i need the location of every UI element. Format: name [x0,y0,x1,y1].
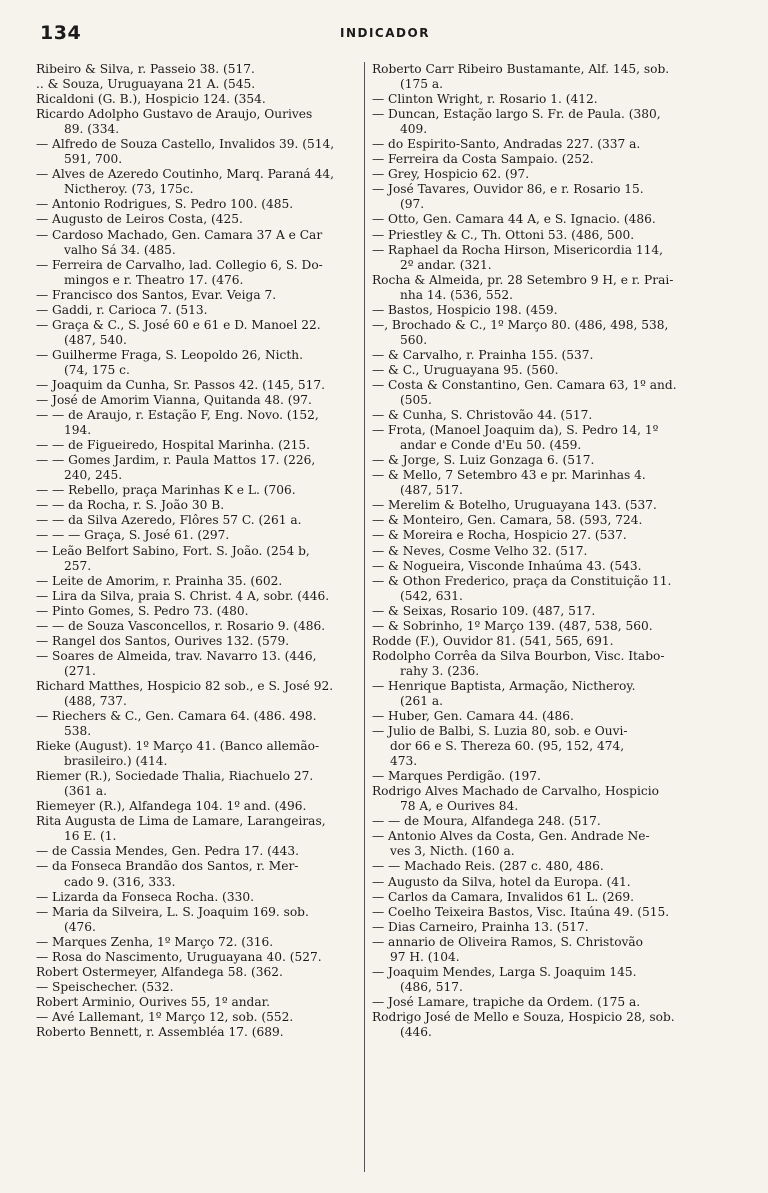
directory-entry-line: — Speischecher. (532. [36,979,174,994]
directory-entry-line: Ribeiro & Silva, r. Passeio 38. (517. [36,62,255,76]
directory-entry-line: — — de Souza Vasconcellos, r. Rosario 9. (486. [36,618,326,633]
directory-entry-line: — & Cunha, S. Christovão 44. (517. [372,408,593,423]
directory-entry-line: — Avé Lallemant, 1º Março 12, sob. (552. [36,1009,294,1024]
directory-entry-line: Rodrigo Alves Machado de Carvalho, Hospicio [372,784,659,799]
directory-entry-line: Rodrigo José de Mello e Souza, Hospicio 28, sob. [372,1009,675,1024]
directory-entry-line: 538. [64,724,92,739]
directory-entry-line: — & Seixas, Rosario 109. (487, 517. [372,603,596,618]
page-number: 134 [40,22,82,44]
directory-entry-line: — Julio de Balbi, S. Luzia 80, sob. e Ouvi- [372,724,628,739]
directory-entry-line: — Rangel dos Santos, Ourives 132. (579. [36,633,290,648]
directory-entry-line: valho Sá 34. (485. [64,242,176,257]
directory-entry-line: brasileiro.) (414. [64,754,168,769]
directory-entry-line: — Marques Zenha, 1º Março 72. (316. [36,934,274,949]
directory-entry-line: — Lira da Silva, praia S. Christ. 4 A, sobr. (446. [36,588,330,603]
directory-entry-line: 2º andar. (321. [400,257,492,272]
directory-entry-line: — Merelim & Botelho, Uruguayana 143. (537. [372,498,657,513]
directory-entry-line: — & C., Uruguayana 95. (560. [372,362,559,377]
directory-entry-line: — — Machado Reis. (287 c. 480, 486. [372,859,604,874]
directory-entry-line: — Frota, (Manoel Joaquim da), S. Pedro 14, 1º [372,423,659,438]
directory-entry-line: — annario de Oliveira Ramos, S. Christovão [372,934,644,949]
directory-entry-line: 560. [400,332,428,347]
directory-entry-line: — Augusto da Silva, hotel da Europa. (41. [372,874,631,889]
directory-entry-line: 257. [64,558,92,573]
directory-entry-line: (487, 540. [64,332,127,347]
directory-entry-line: — — de Figueiredo, Hospital Marinha. (215. [36,438,310,453]
directory-entry-line: — — Gomes Jardim, r. Paula Mattos 17. (226, [36,453,316,468]
directory-entry-line: — & Neves, Cosme Velho 32. (517. [372,543,588,558]
directory-entry-line: — Riechers & C., Gen. Camara 64. (486. 498. [36,709,317,724]
directory-entry-line: — — — Graça, S. José 61. (297. [36,528,230,543]
directory-entry-line: (271. [64,663,96,678]
directory-entry-line: — Grey, Hospicio 62. (97. [372,167,530,182]
directory-entry-line: — José de Amorim Vianna, Quitanda 48. (97. [36,393,312,408]
directory-entry-line: Roberto Carr Ribeiro Bustamante, Alf. 145, sob. [372,62,670,76]
directory-entry-line: 591, 700. [64,152,123,167]
directory-entry-line: Rodolpho Corrêa da Silva Bourbon, Visc. Itabo- [372,648,665,663]
directory-entry-line: — Carlos da Camara, Invalidos 61 L. (269. [372,889,635,904]
directory-entry-line: Riemeyer (R.), Alfandega 104. 1º and. (496. [36,799,307,814]
directory-entry-line: rahy 3. (236. [400,663,480,678]
directory-entry-line: Rita Augusta de Lima de Lamare, Larangeiras, [36,814,326,829]
directory-entry-line: 89. (334. [64,122,120,137]
directory-entry-line: ves 3, Nicth. (160 a. [390,844,515,859]
directory-entry-line: — Soares de Almeida, trav. Navarro 13. (446, [36,648,317,663]
directory-entry-line: cado 9. (316, 333. [64,874,176,889]
directory-entry-line: — Marques Perdigão. (197. [372,769,541,784]
directory-entry-line: — Maria da Silveira, L. S. Joaquim 169. sob. [36,904,309,919]
directory-entry-line: (361 a. [64,784,108,799]
directory-entry-line: — da Fonseca Brandão dos Santos, r. Mer- [36,859,299,874]
directory-entry-line: Robert Ostermeyer, Alfandega 58. (362. [36,964,283,979]
directory-entry-line: — Leão Belfort Sabino, Fort. S. João. (254 b, [36,543,310,558]
directory-entry-line: — Dias Carneiro, Prainha 13. (517. [372,919,589,934]
directory-entry-line: Riemer (R.), Sociedade Thalia, Riachuelo 27. [36,769,314,784]
running-title: INDICADOR [340,26,430,40]
directory-entry-line: — Ferreira da Costa Sampaio. (252. [372,152,594,167]
directory-entry-line: 409. [400,122,428,137]
directory-entry-line: Rieke (August). 1º Março 41. (Banco allemão- [36,739,320,754]
directory-entry-line: — Priestley & C., Th. Ottoni 53. (486, 500. [372,227,635,242]
directory-entry-line: — Henrique Baptista, Armação, Nictheroy. [372,678,636,693]
directory-entry-line: 16 E. (1. [64,829,117,844]
directory-entry-line: — Graça & C., S. José 60 e 61 e D. Manoel 22. [36,317,321,332]
directory-entry-line: (505. [400,393,432,408]
directory-entry-line: — & Othon Frederico, praça da Constituição 11. [372,573,672,588]
directory-entry-line: — Antonio Alves da Costa, Gen. Andrade Ne- [372,829,650,844]
directory-entry-line: — Rosa do Nascimento, Uruguayana 40. (527. [36,949,322,964]
directory-entry-line: Rodde (F.), Ouvidor 81. (541, 565, 691. [372,633,614,648]
directory-entry-line: Roberto Bennett, r. Assembléa 17. (689. [36,1025,284,1039]
directory-entry-line: — Huber, Gen. Camara 44. (486. [372,709,574,724]
directory-entry-line: nha 14. (536, 552. [400,287,513,302]
directory-entry-line: mingos e r. Theatro 17. (476. [64,272,244,287]
directory-entry-line: Ricaldoni (G. B.), Hospicio 124. (354. [36,92,266,107]
directory-entry-line: — José Lamare, trapiche da Ordem. (175 a. [372,994,641,1009]
directory-entry-line: — Clinton Wright, r. Rosario 1. (412. [372,92,598,107]
directory-entry-line: — & Moreira e Rocha, Hospicio 27. (537. [372,528,627,543]
directory-entry-line: — do Espirito-Santo, Andradas 227. (337 a. [372,137,641,152]
directory-entry-line: —, Brochado & C., 1º Março 80. (486, 498, 538, [372,317,669,332]
directory-entry-line: andar e Conde d'Eu 50. (459. [400,438,582,453]
directory-entry-line: — & Nogueira, Visconde Inhaúma 43. (543. [372,558,642,573]
directory-entry-line: — Gaddi, r. Carioca 7. (513. [36,302,208,317]
directory-entry-line: (74, 175 c. [64,362,130,377]
directory-entry-line: 240, 245. [64,468,123,483]
directory-entry-line: 78 A, e Ourives 84. [400,799,519,814]
directory-entry-line: (487, 517. [400,483,463,498]
directory-entry-line: — & Carvalho, r. Prainha 155. (537. [372,347,594,362]
directory-entry-line: — José Tavares, Ouvidor 86, e r. Rosario 15. [372,182,644,197]
directory-entry-line: — Alfredo de Souza Castello, Invalidos 39. (514, [36,137,335,152]
directory-entry-line: Nictheroy. (73, 175c. [64,182,194,197]
directory-entry-line: — Bastos, Hospicio 198. (459. [372,302,558,317]
page-header [40,22,740,48]
directory-entry-line: (175 a. [400,77,444,92]
right-column [372,62,722,1040]
directory-entry-line: — Otto, Gen. Camara 44 A, e S. Ignacio. (486. [372,212,656,227]
directory-entry-line: — — Rebello, praça Marinhas K e L. (706. [36,483,296,498]
directory-entry-line: — — da Rocha, r. S. João 30 B. [36,498,225,513]
directory-entry-line: — Ferreira de Carvalho, lad. Collegio 6, S. Do- [36,257,323,272]
directory-entry-line: — Duncan, Estação largo S. Fr. de Paula. (380, [372,107,661,122]
directory-entry-line: — Coelho Teixeira Bastos, Visc. Itaúna 49. (515. [372,904,670,919]
directory-entry-line: 473. [390,754,418,769]
directory-entry-line: (261 a. [400,693,444,708]
directory-entry-line: — & Jorge, S. Luiz Gonzaga 6. (517. [372,453,595,468]
directory-entry-line: — Costa & Constantino, Gen. Camara 63, 1º and. [372,377,677,392]
directory-entry-line: Rocha & Almeida, pr. 28 Setembro 9 H, e r. Prai- [372,272,674,287]
directory-entry-line: — Cardoso Machado, Gen. Camara 37 A e Car [36,227,323,242]
directory-entry-line: — Pinto Gomes, S. Pedro 73. (480. [36,603,249,618]
directory-entry-line: — Raphael da Rocha Hirson, Misericordia 114, [372,242,664,257]
directory-entry-line: (486, 517. [400,979,463,994]
directory-entry-line: — & Sobrinho, 1º Março 139. (487, 538, 560. [372,618,653,633]
directory-entry-line: — Alves de Azeredo Coutinho, Marq. Paraná 44, [36,167,334,182]
directory-entry-line: — — da Silva Azeredo, Flôres 57 C. (261 a. [36,513,302,528]
directory-entry-line: (97. [400,197,425,212]
directory-entry-line: — Guilherme Fraga, S. Leopoldo 26, Nicth. [36,347,303,362]
directory-entry-line: — Francisco dos Santos, Evar. Veiga 7. [36,287,277,302]
directory-entry-line: (446. [400,1025,432,1039]
directory-entry-line: — Lizarda da Fonseca Rocha. (330. [36,889,254,904]
directory-entry-line: .. & Souza, Uruguayana 21 A. (545. [36,77,256,92]
directory-entry-line: — de Cassia Mendes, Gen. Pedra 17. (443. [36,844,299,859]
directory-entry-line: — Augusto de Leiros Costa, (425. [36,212,243,227]
directory-entry-line: (542, 631. [400,588,463,603]
column-divider [364,62,365,1172]
directory-entry-line: 97 H. (104. [390,949,460,964]
directory-entry-line: Ricardo Adolpho Gustavo de Araujo, Ourives [36,107,313,122]
directory-entry-line: Richard Matthes, Hospicio 82 sob., e S. José 92. [36,678,334,693]
directory-entry-line: — Joaquim Mendes, Larga S. Joaquim 145. [372,964,637,979]
directory-entry-line: Robert Arminio, Ourives 55, 1º andar. [36,994,270,1009]
directory-entry-line: — — de Araujo, r. Estação F, Eng. Novo. (152, [36,408,319,423]
directory-entry-line: — Leite de Amorim, r. Prainha 35. (602. [36,573,283,588]
directory-entry-line: — Antonio Rodrigues, S. Pedro 100. (485. [36,197,294,212]
directory-entry-line: (488, 737. [64,693,127,708]
directory-entry-line: (476. [64,919,96,934]
directory-entry-line: 194. [64,423,92,438]
directory-entry-line: dor 66 e S. Thereza 60. (95, 152, 474, [390,739,625,754]
directory-entry-line: — & Mello, 7 Setembro 43 e pr. Marinhas 4. [372,468,646,483]
directory-entry-line: — — de Moura, Alfandega 248. (517. [372,814,601,829]
directory-entry-line: — & Monteiro, Gen. Camara, 58. (593, 724. [372,513,643,528]
directory-entry-line: — Joaquim da Cunha, Sr. Passos 42. (145, 517. [36,377,325,392]
left-column [36,62,366,1040]
